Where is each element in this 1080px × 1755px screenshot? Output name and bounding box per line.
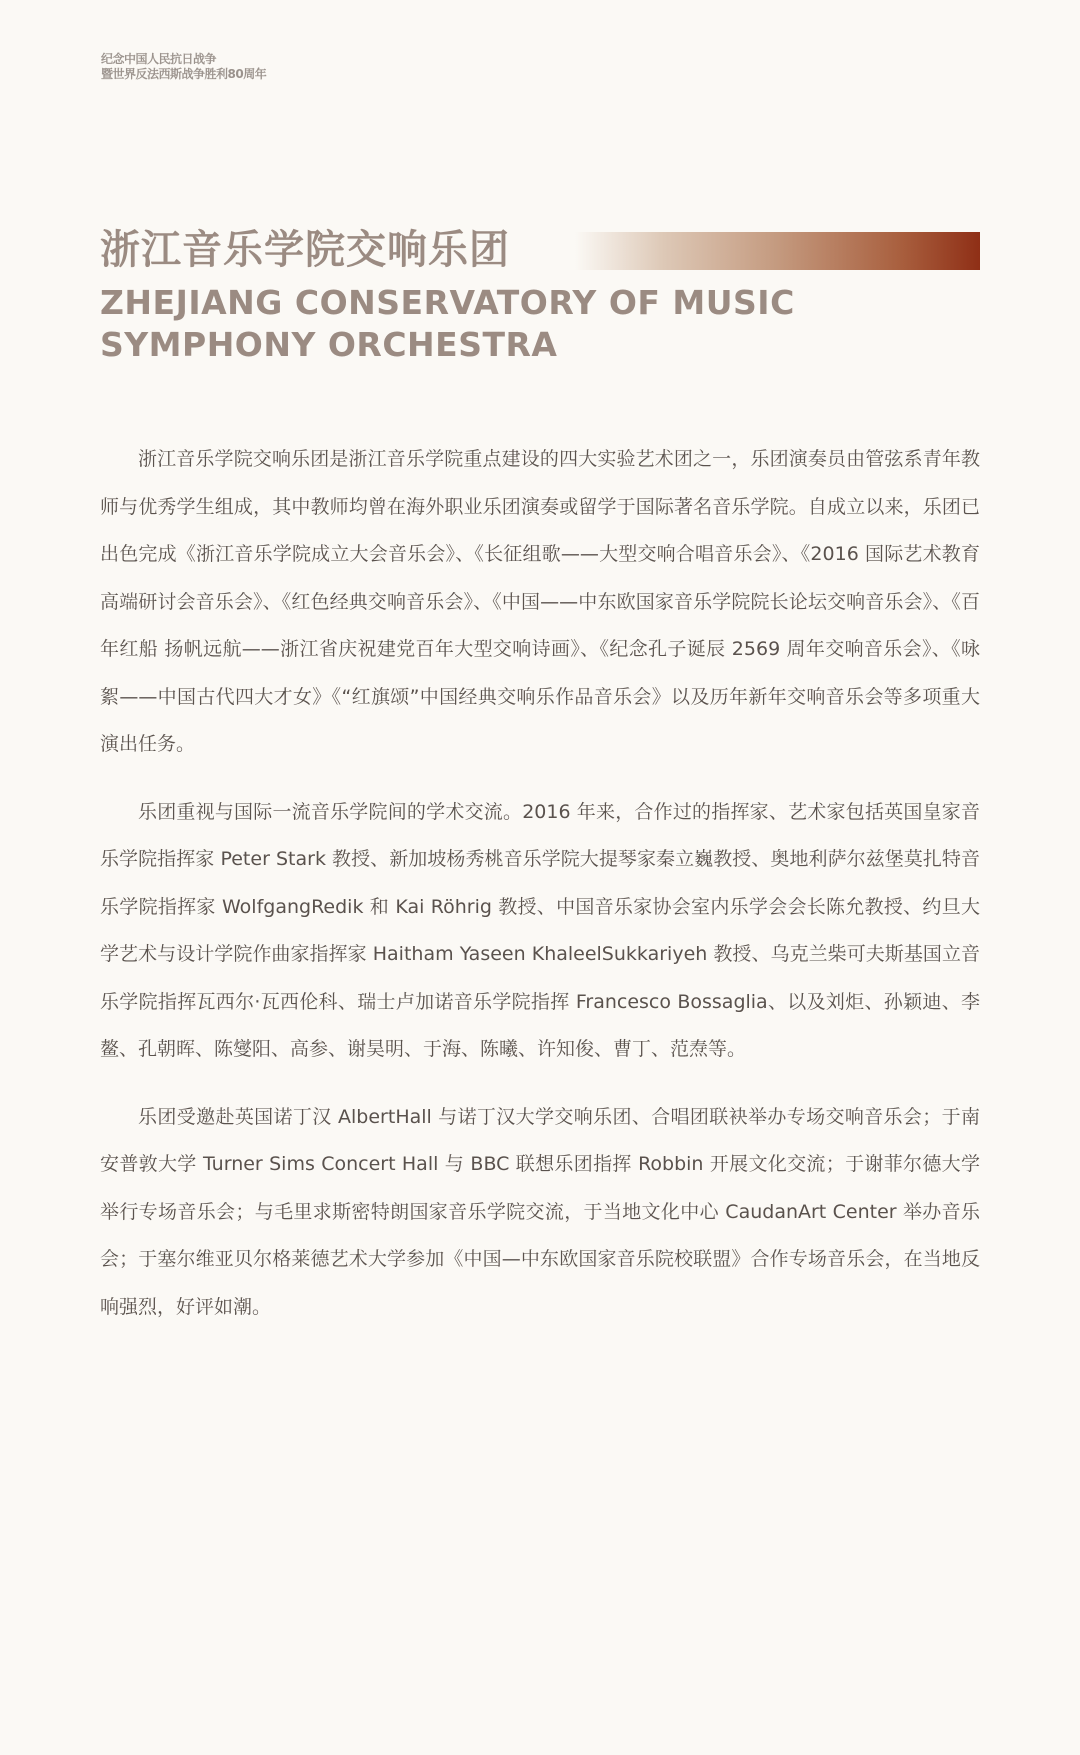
paragraph-intro: 浙江音乐学院交响乐团是浙江音乐学院重点建设的四大实验艺术团之一，乐团演奏员由管弦系青年教师与优秀学生组成，其中教师均曾在海外职业乐团演奏或留学于国际著名音乐学院。自成立以来，乐团已出色完成《浙江音乐学院成立大会音乐会》、《长征组歌——大型交响合唱音乐会》、《2016 国际艺术教育高端研讨会音乐会》、《红色经典交响音乐会》、《中国——中东欧国家音乐学院院长论坛交响音乐会》、《百年红船 扬帆远航——浙江省庆祝建党百年大型交响诗画》、《纪念孔子诞辰 2569 周年交响音乐会》、《咏絮——中国古代四大才女》《“红旗颂”中国经典交响乐作品音乐会》以及历年新年交响音乐会等多项重大演出任务。 (100, 448, 980, 755)
paragraph-tours: 乐团受邀赴英国诺丁汉 AlbertHall 与诺丁汉大学交响乐团、合唱团联袂举办专场交响音乐会；于南安普敦大学 Turner Sims Concert Hall 与 BBC 联想乐团指挥 Robbin 开展文化交流；于谢菲尔德大学举行专场音乐会；与毛里求斯密特朗国家音乐学院交流，于当地文化中心 CaudanArt Center 举办音乐会；于塞尔维亚贝尔格莱德艺术大学参加《中国—中东欧国家音乐院校联盟》合作专场音乐会，在当地反响强烈，好评如潮。 (100, 1105, 980, 1318)
commemoration-header (101, 52, 266, 82)
paragraph-exchange: 乐团重视与国际一流音乐学院间的学术交流。2016 年来，合作过的指挥家、艺术家包括英国皇家音乐学院指挥家 Peter Stark 教授、新加坡杨秀桃音乐学院大提琴家秦立巍教授、奥地利萨尔兹堡莫扎特音乐学院指挥家 WolfgangRedik 和 Kai Röhrig 教授、中国音乐家协会室内乐学会会长陈允教授、约旦大学艺术与设计学院作曲家指挥家 Haitham Yaseen KhaleelSukkariyeh 教授、乌克兰柴可夫斯基国立音乐学院指挥瓦西尔·瓦西伦科、瑞士卢加诺音乐学院指挥 Francesco Bossaglia、以及刘炬、孙颖迪、李鳌、孔朝晖、陈燮阳、高参、谢昊明、于海、陈曦、许知俊、曹丁、范焘等。 (100, 800, 980, 1060)
title-english-line-1: ZHEJIANG CONSERVATORY OF MUSIC (100, 283, 795, 322)
header-line-1: 纪念中国人民抗日战争 (101, 52, 217, 66)
title-english (100, 282, 795, 366)
title-gradient-bar (575, 232, 980, 270)
title-english-line-2: SYMPHONY ORCHESTRA (100, 325, 558, 364)
title-chinese: 浙江音乐学院交响乐团 (100, 227, 510, 273)
body-text (100, 436, 980, 1351)
header-line-2: 暨世界反法西斯战争胜利80周年 (101, 67, 267, 81)
